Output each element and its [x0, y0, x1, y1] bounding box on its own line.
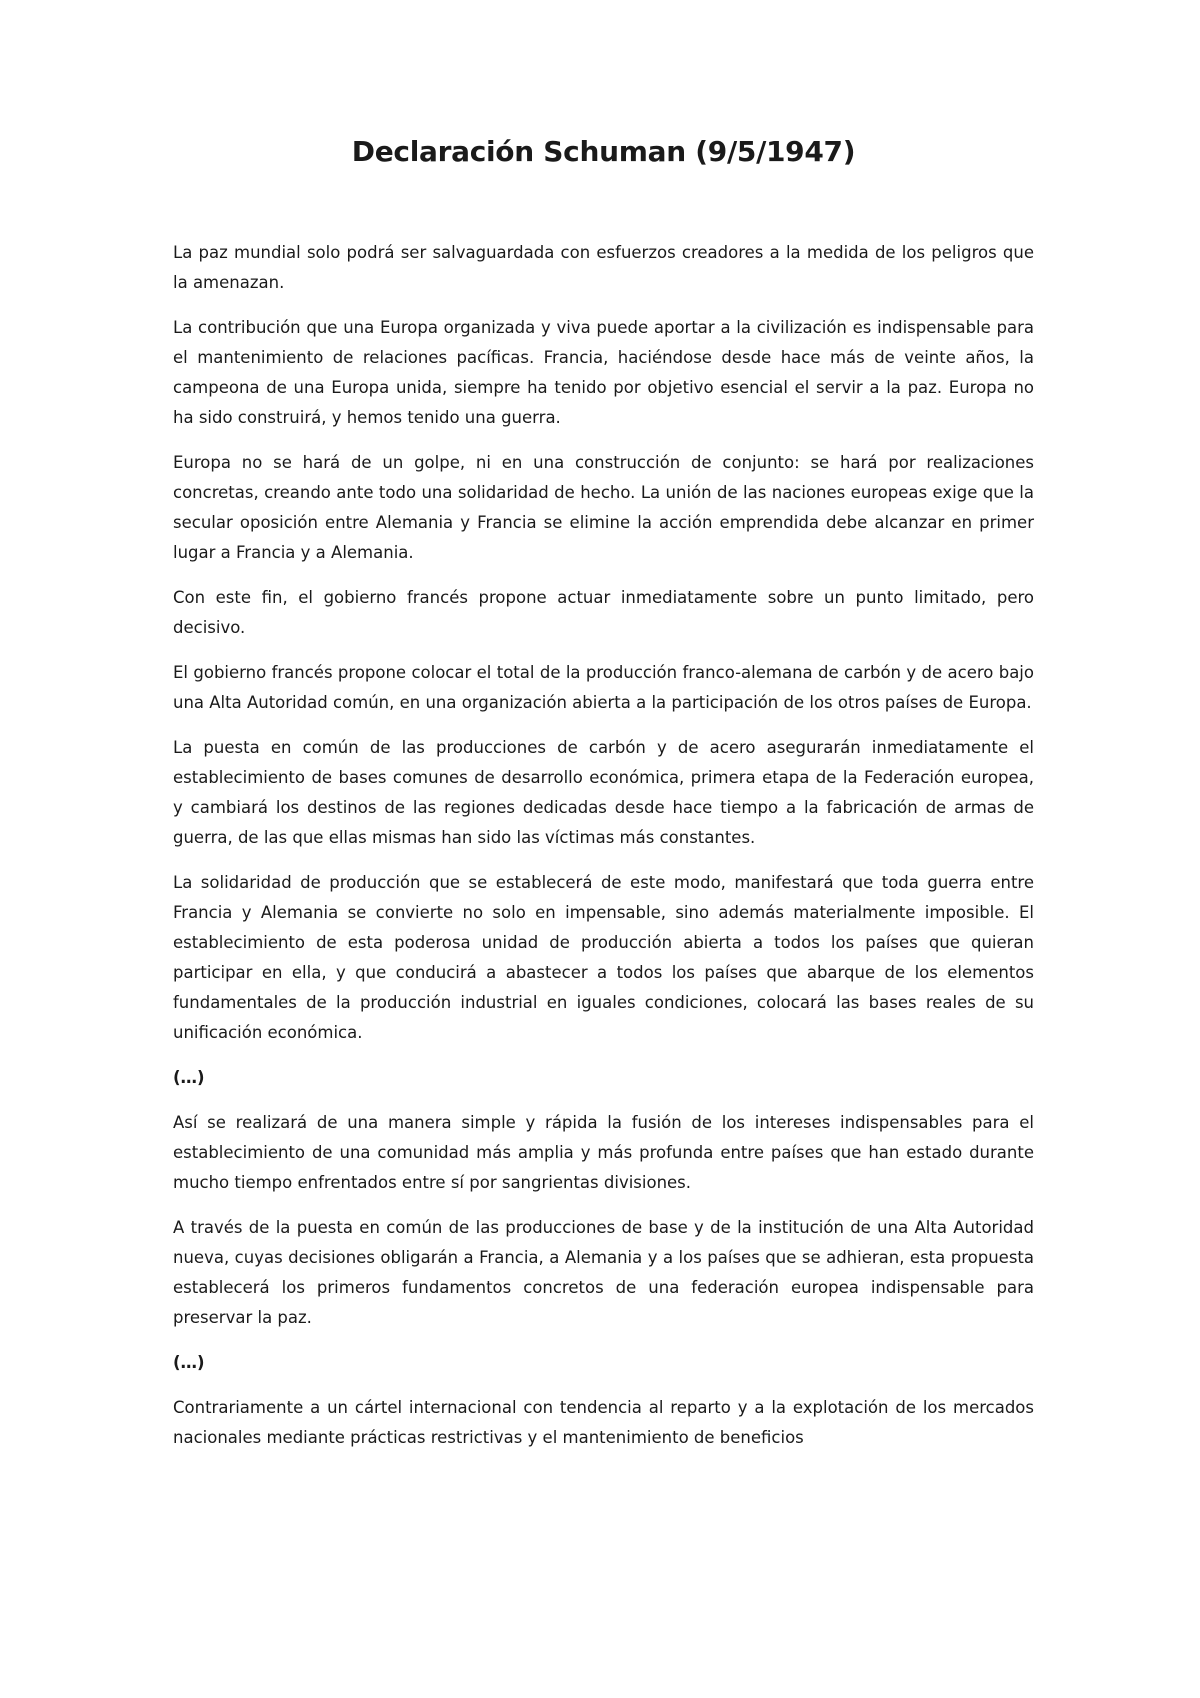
paragraph: La puesta en común de las producciones de carbón y de acero asegurarán inmediatamente el establecimiento de bases comunes de desarrollo económica, primera etapa de la Federación europea, y cambiará los destinos de las regiones dedicadas desde hace tiempo a la fabricación de armas de guerra, de las que ellas mismas han sido las víctimas más constantes.	[173, 738, 1034, 847]
document-body	[173, 238, 1034, 1453]
omission-marker: (…)	[173, 1353, 205, 1372]
paragraph: La contribución que una Europa organizada y viva puede aportar a la civilización es indispensable para el mantenimiento de relaciones pacíficas. Francia, haciéndose desde hace más de veinte años, la campeona de una Europa unida, siempre ha tenido por objetivo esencial el servir a la paz. Europa no ha sido construirá, y hemos tenido una guerra.	[173, 318, 1034, 427]
omission-marker: (…)	[173, 1068, 205, 1087]
paragraph: A través de la puesta en común de las producciones de base y de la institución de una Alta Autoridad nueva, cuyas decisiones obligarán a Francia, a Alemania y a los países que se adhieran, esta propuesta establecerá los primeros fundamentos concretos de una federación europea indispensable para preservar la paz.	[173, 1218, 1034, 1327]
paragraph: Así se realizará de una manera simple y rápida la fusión de los intereses indispensables para el establecimiento de una comunidad más amplia y más profunda entre países que han estado durante mucho tiempo enfrentados entre sí por sangrientas divisiones.	[173, 1113, 1034, 1192]
document-title: Declaración Schuman (9/5/1947)	[351, 135, 856, 168]
paragraph: Europa no se hará de un golpe, ni en una construcción de conjunto: se hará por realizaciones concretas, creando ante todo una solidaridad de hecho. La unión de las naciones europeas exige que la secular oposición entre Alemania y Francia se elimine la acción emprendida debe alcanzar en primer lugar a Francia y a Alemania.	[173, 453, 1034, 562]
paragraph: El gobierno francés propone colocar el total de la producción franco-alemana de carbón y de acero bajo una Alta Autoridad común, en una organización abierta a la participación de los otros países de Europa.	[173, 663, 1034, 712]
paragraph: La paz mundial solo podrá ser salvaguardada con esfuerzos creadores a la medida de los peligros que la amenazan.	[173, 243, 1034, 292]
paragraph: Con este fin, el gobierno francés propone actuar inmediatamente sobre un punto limitado, pero decisivo.	[173, 588, 1034, 637]
paragraph: La solidaridad de producción que se establecerá de este modo, manifestará que toda guerra entre Francia y Alemania se convierte no solo en impensable, sino además materialmente imposible. El establecimiento de esta poderosa unidad de producción abierta a todos los países que quieran participar en ella, y que conducirá a abastecer a todos los países que abarque de los elementos fundamentales de la producción industrial en iguales condiciones, colocará las bases reales de su unificación económica.	[173, 873, 1034, 1042]
paragraph: Contrariamente a un cártel internacional con tendencia al reparto y a la explotación de los mercados nacionales mediante prácticas restrictivas y el mantenimiento de beneficios	[173, 1398, 1034, 1447]
